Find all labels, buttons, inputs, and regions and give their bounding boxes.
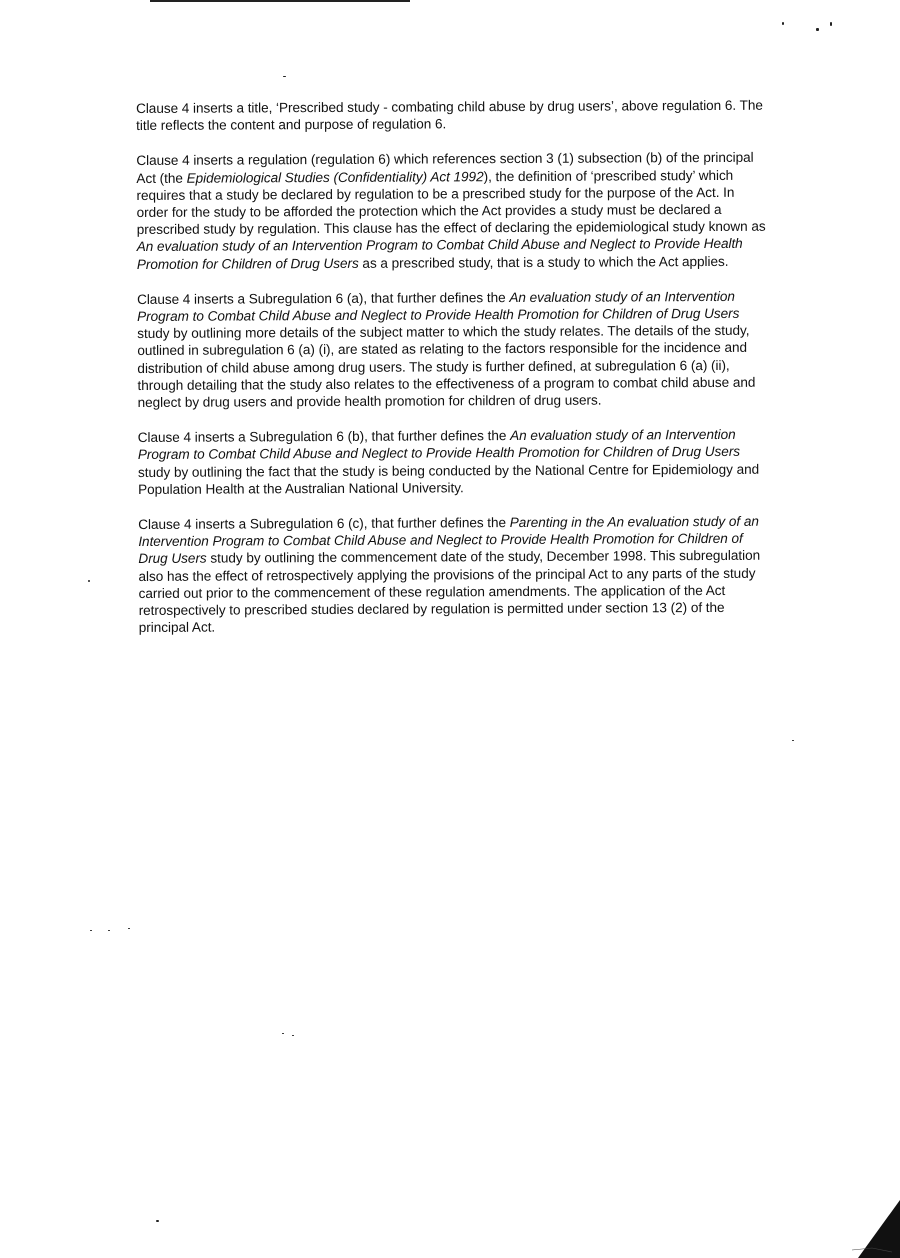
paragraph-4 [138,426,768,498]
document-body [136,97,769,655]
scan-speck [88,580,90,582]
italic-title-text: Epidemiological Studies (Confidentiality) Act 1992 [186,168,484,186]
paragraph-5 [138,513,769,637]
paragraph-text: ), the definition of ‘prescribed study’ which requires that a study be declared by regulation to be a prescribed study for the purpose of the Act. In order for the study to be afforded the protection which the Act provides a study must be declared a prescribed study by regulation. This clause has the effect of declaring the epidemiological study known as [136,167,766,238]
scan-speck [283,76,286,77]
scan-speck [830,22,832,26]
page-corner-fold-mark [852,1200,900,1258]
scan-speck [128,928,130,929]
paragraph-text: study by outlining the commencement date of the study, December 1998. This subregulation also has the effect of retrospectively applying the provisions of the principal Act to any parts of the study carried out prior to the commencement of these regulation amendments. The application of the Act retrospectively to prescribed studies declared by regulation is permitted under section 13 (2) of the principal Act. [138,548,761,636]
scan-speck [156,1220,159,1222]
paragraph-text: study by outlining the fact that the study is being conducted by the National Centre for Epidemiology and Population Health at the Australian National University. [137,461,760,497]
scan-speck [792,740,794,741]
paragraph-1 [136,97,766,135]
italic-title-text: An evaluation study of an Intervention Program to Combat Child Abuse and Neglect to Provide Health Promotion for Children of Drug Users [137,427,741,463]
italic-title-text: An evaluation study of an Intervention Program to Combat Child Abuse and Neglect to Provide Health Promotion for Children of Drug Users [136,236,743,272]
paragraph-text: Clause 4 inserts a Subregulation 6 (b), that further defines the [137,428,511,446]
paragraph-text: as a prescribed study, that is a study to which the Act applies. [358,253,729,271]
paragraph-2 [136,149,767,273]
scan-speck [282,1033,284,1034]
paragraph-text: study by outlining more details of the subject matter to which the study relates. The details of the study, outlined in subregulation 6 (a) (i), are stated as relating to the factors responsible for the incidence and distribution of child abuse among drug users. The study is further defined, at subregulation 6 (a) (ii), through detailing that the study also relates to the effectiveness of a program to combat child abuse and neglect by drug users and provide health promotion for children of drug users. [137,323,756,411]
scan-artifact-line [150,0,410,2]
scan-speck [816,28,819,31]
scan-speck [90,930,92,931]
paragraph-3 [137,288,768,412]
paragraph-text: Clause 4 inserts a title, ‘Prescribed study - combating child abuse by drug users’, above regulation 6. The title reflects the content and purpose of regulation 6. [136,97,763,134]
scan-speck [108,930,110,931]
italic-title-text: Parenting in the An evaluation study of an Intervention Program to Combat Child Abuse and Neglect to Provide Health Promotion for Children of Drug Users [138,513,759,567]
paragraph-text: Clause 4 inserts a Subregulation 6 (c), that further defines the [138,515,510,533]
paragraph-text: Clause 4 inserts a regulation (regulation 6) which references section 3 (1) subsection (b) of the principal Act (the [136,150,754,186]
italic-title-text: An evaluation study of an Intervention Program to Combat Child Abuse and Neglect to Provide Health Promotion for Children of Drug Users [137,288,740,325]
scan-speck [782,22,784,25]
paragraph-text: Clause 4 inserts a Subregulation 6 (a), that further defines the [137,289,510,307]
scan-speck [292,1035,294,1036]
